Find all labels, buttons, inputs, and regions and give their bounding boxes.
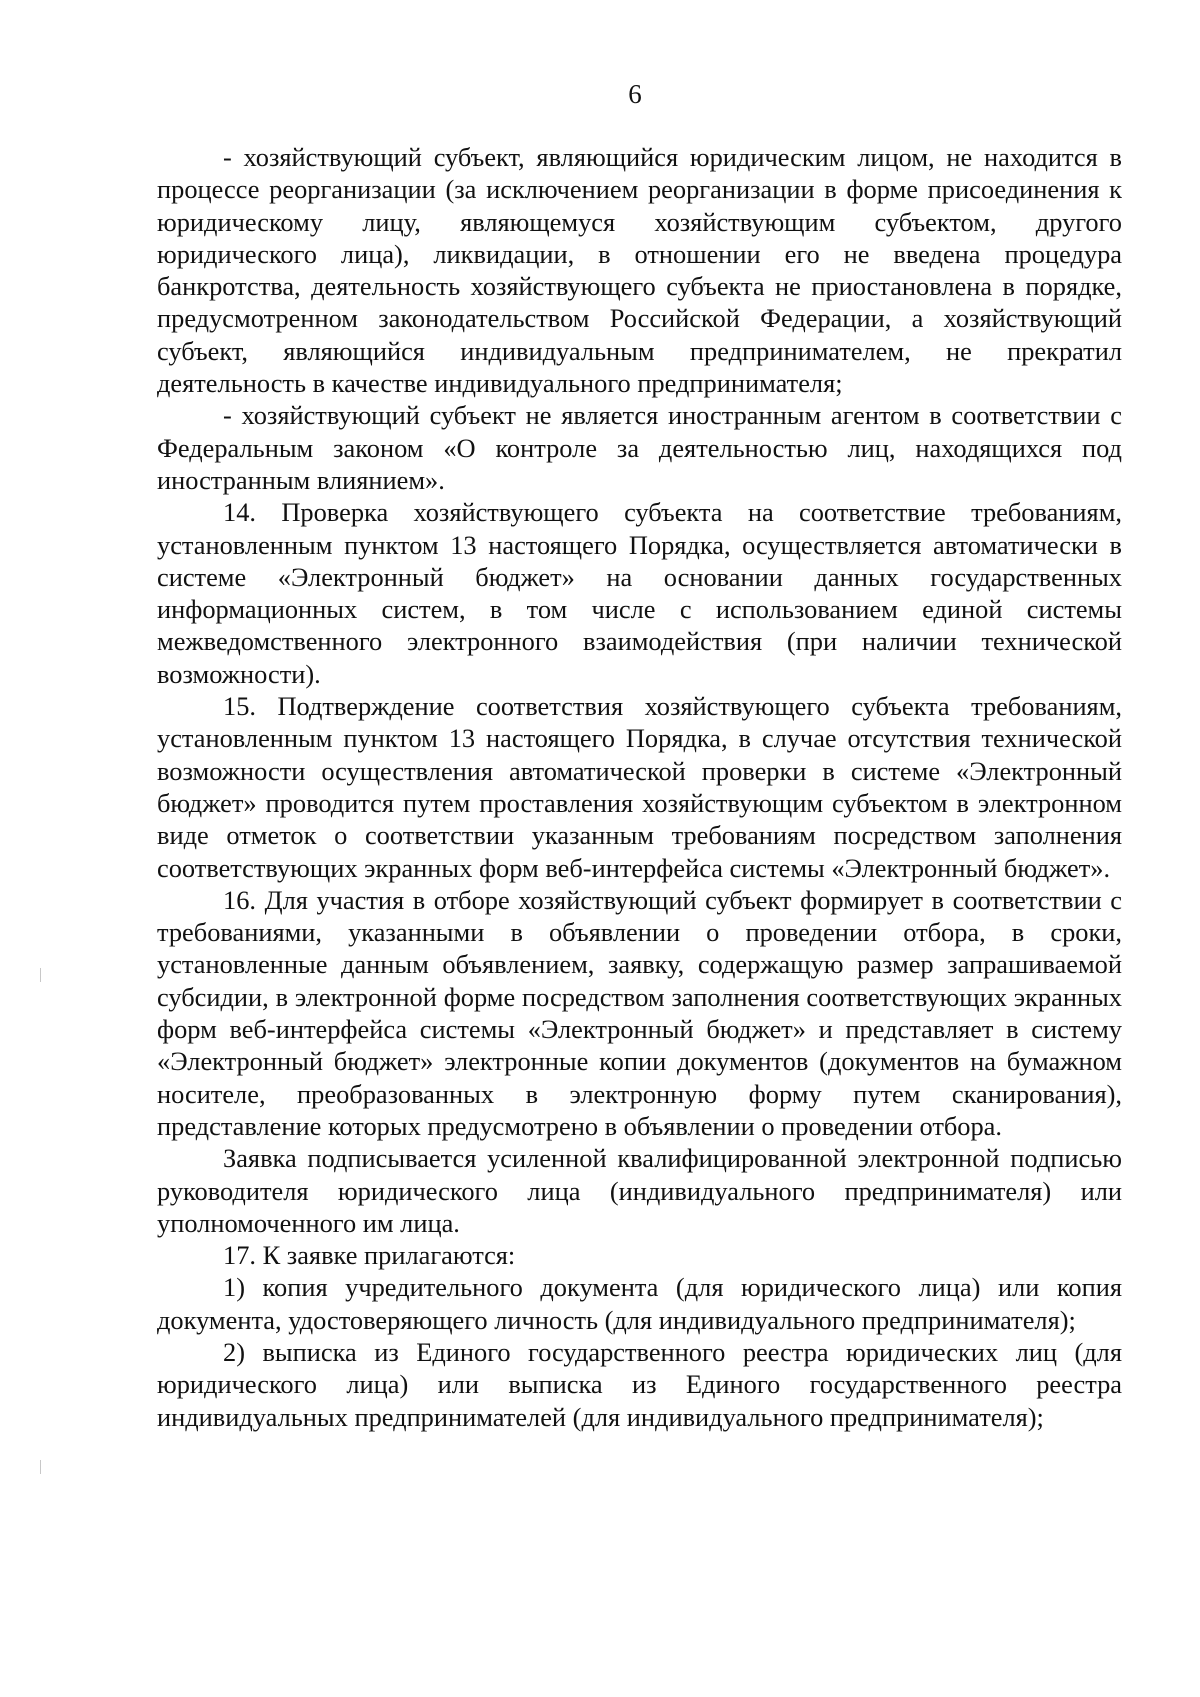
paragraph-not-in-reorganization: - хозяйствующий субъект, являющийся юридическим лицом, не находится в процессе реорганизации (за исключением реорганизации в форме присоединения к юридическому лицу, являющемуся хозяйствующим субъектом, другого юридического лица), ликвидации, в отношении его не введена процедура банкротства, деятельность хозяйствующего субъекта не приостановлена в порядке, предусмотренном законодательством Российской Федерации, а хозяйствующий субъект, являющийся индивидуальным предпринимателем, не прекратил деятельность в качестве индивидуального предпринимателя; (157, 142, 1122, 399)
paragraph-not-foreign-agent: - хозяйствующий субъект не является иностранным агентом в соответствии с Федеральным законом «О контроле за деятельностью лиц, находящихся под иностранным влиянием». (157, 400, 1122, 495)
scan-margin-mark (40, 968, 41, 982)
page-number: 6 (628, 79, 642, 109)
paragraph-16: 16. Для участия в отборе хозяйствующий субъект формирует в соответствии с требованиями, указанными в объявлении о проведении отбора, в сроки, установленные данным объявлением, заявку, содержащую размер запрашиваемой субсидии, в электронной форме посредством заполнения соответствующих экранных форм веб-интерфейса системы «Электронный бюджет» и представляет в систему «Электронный бюджет» электронные копии документов (документов на бумажном носителе, преобразованных в электронную форму путем сканирования), представление которых предусмотрено в объявлении о проведении отбора. (157, 884, 1122, 1141)
document-body (157, 141, 1122, 1433)
list-item-1: 1) копия учредительного документа (для юридического лица) или копия документа, удостоверяющего личность (для индивидуального предпринимателя); (157, 1272, 1122, 1335)
scan-margin-mark (40, 1460, 41, 1474)
paragraph-application-signature: Заявка подписывается усиленной квалифицированной электронной подписью руководителя юридического лица (индивидуального предпринимателя) или уполномоченного им лица. (157, 1143, 1122, 1238)
paragraph-17: 17. К заявке прилагаются: (223, 1240, 516, 1271)
paragraph-15: 15. Подтверждение соответствия хозяйствующего субъекта требованиям, установленным пунктом 13 настоящего Порядка, в случае отсутствия технической возможности осуществления автоматической проверки в системе «Электронный бюджет» проводится путем проставления хозяйствующим субъектом в электронном виде отметок о соответствии указанным требованиям посредством заполнения соответствующих экранных форм веб-интерфейса системы «Электронный бюджет». (157, 691, 1122, 883)
paragraph-14: 14. Проверка хозяйствующего субъекта на соответствие требованиям, установленным пунктом 13 настоящего Порядка, осуществляется автоматически в системе «Электронный бюджет» на основании данных государственных информационных систем, в том числе с использованием единой системы межведомственного электронного взаимодействия (при наличии технической возможности). (157, 497, 1122, 689)
list-item-2: 2) выписка из Единого государственного реестра юридических лиц (для юридического лица) или выписка из Единого государственного реестра индивидуальных предпринимателей (для индивидуального предпринимателя); (157, 1336, 1122, 1432)
